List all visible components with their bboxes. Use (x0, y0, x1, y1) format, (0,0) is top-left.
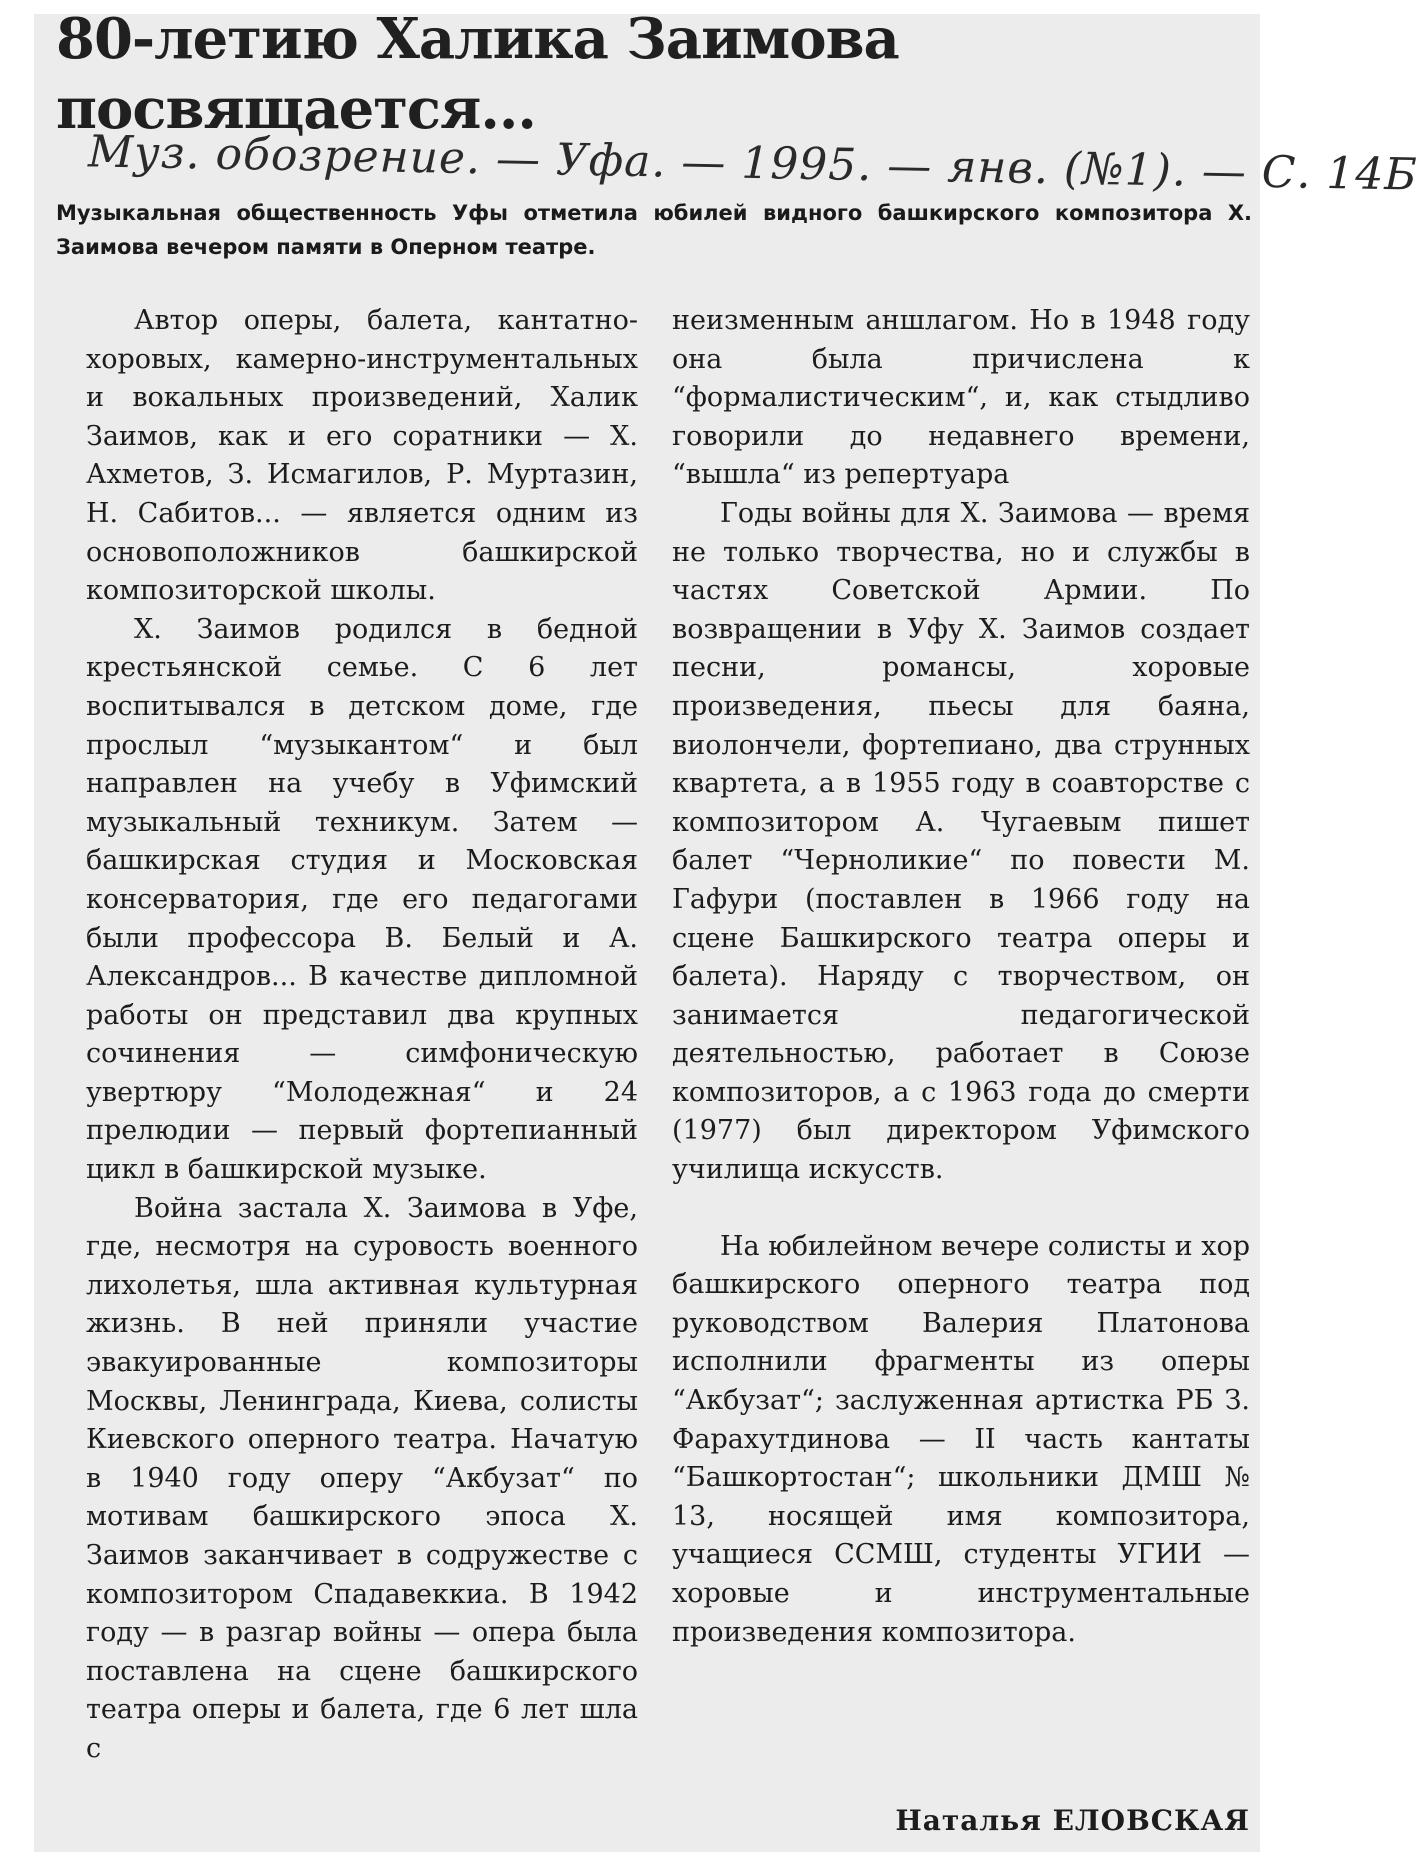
headline-line-1: 80-летию Халика Заимова (56, 6, 899, 72)
article-headline (56, 4, 1016, 144)
paragraph: На юбилейном вечере солисты и хор башкирского оперного театра под руководством Валерия Платонова исполнили фрагменты из оперы “Акбузат“; заслуженная артистка РБ З. Фарахутдинова — II часть кантаты “Башкортостан“; школьники ДМШ № 13, носящей имя композитора, учащиеся ССМШ, студенты УГИИ — хоровые и инструментальные произведения композитора. (672, 1230, 1250, 1648)
headline-line-2: посвящается... (56, 76, 536, 142)
article-lead: Музыкальная общественность Уфы отметила юбилей видного башкирского композитора Х. Заимова вечером памяти в Оперном театре. (56, 201, 1252, 259)
paragraph: Автор оперы, балета, кантатно-хоровых, камерно-инструментальных и вокальных произведений, Халик Заимов, как и его соратники — Х. Ахметов, З. Исмагилов, Р. Муртазин, Н. Сабитов... — является одним из основоположников башкирской композиторской школы. (86, 305, 638, 607)
paragraph-continued: неизменным аншлагом. Но в 1948 году она была причислена к “формалистическим“, и, как стыдливо говорили до недавнего времени, “вышла“ из репертуара (672, 305, 1250, 491)
left-column (86, 302, 638, 1769)
paragraph: Война застала Х. Заимова в Уфе, где, несмотря на суровость военного лихолетья, шла активная культурная жизнь. В ней приняли участие эвакуированные композиторы Москвы, Ленинграда, Киева, солисты Киевского оперного театра. Начатую в 1940 году оперу “Акбузат“ по мотивам башкирского эпоса Х. Заимов заканчивает в содружестве с композитором Спадавеккиа. В 1942 году — в разгар войны — опера была поставлена на сцене башкирского театра оперы и балета, где 6 лет шла с (86, 1192, 638, 1764)
paragraph: Х. Заимов родился в бедной крестьянской семье. С 6 лет воспитывался в детском доме, где прослыл “музыкантом“ и был направлен на учебу в Уфимский музыкальный техникум. Затем — башкирская студия и Московская консерватория, где его педагогами были профессора В. Белый и А. Александров... В качестве дипломной работы он представил два крупных сочинения — симфоническую увертюру “Молодежная“ и 24 прелюдии — первый фортепианный цикл в башкирской музыке. (86, 613, 638, 1186)
author-byline: Наталья ЕЛОВСКАЯ (895, 1804, 1250, 1837)
handwritten-citation: Муз. обозрение. — Уфа. — 1995. — янв. (№1). — С. 14Б (87, 126, 1418, 201)
paragraph: Годы войны для Х. Заимова — время не только творчества, но и службы в частях Советской Армии. По возвращении в Уфу Х. Заимов создает песни, романсы, хоровые произведения, пьесы для баяна, виолончели, фортепиано, два струнных квартета, а в 1955 году в соавторстве с композитором А. Чугаевым пишет балет “Черноликие“ по повести М. Гафури (поставлен в 1966 году на сцене Башкирского театра оперы и балета). Наряду с творчеством, он занимается педагогической деятельностью, работает в Союзе композиторов, а с 1963 года до смерти (1977) был директором Уфимского училища искусств. (672, 497, 1250, 1186)
right-column (672, 302, 1250, 1652)
